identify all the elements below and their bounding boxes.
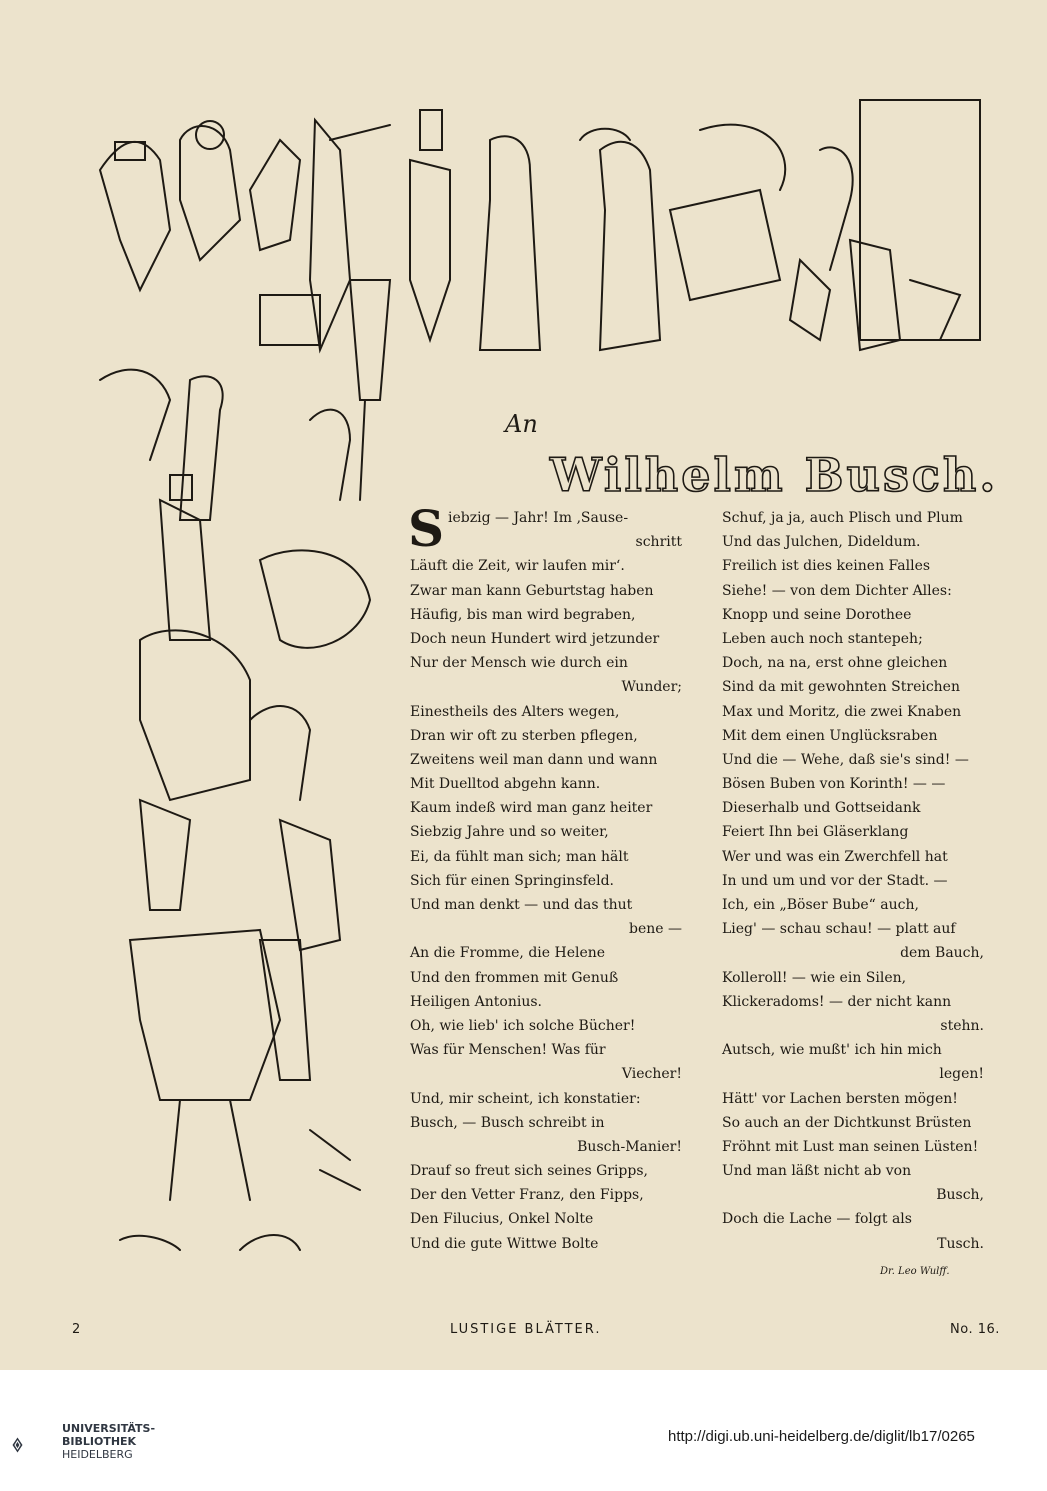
- poem-line: Und man denkt — und das thut: [410, 897, 633, 913]
- poem-line: Zweitens weil man dann und wann: [410, 751, 658, 768]
- poem-line: Knopp und seine Dorothee: [722, 606, 912, 623]
- poem-line: Dran wir oft zu sterben pflegen,: [410, 727, 638, 744]
- poem-line: Doch, na na, erst ohne gleichen: [722, 655, 948, 672]
- poem-line: Mit Duelltod abgehn kann.: [410, 776, 601, 793]
- poem-line: Und die gute Wittwe Bolte: [410, 1235, 599, 1252]
- poem-line: Bösen Buben von Korinth! — —: [722, 776, 946, 793]
- poem-line: Wunder;: [621, 679, 682, 696]
- poem-line: Viecher!: [621, 1066, 682, 1083]
- library-line-2: BIBLIOTHEK: [62, 1435, 137, 1448]
- source-url-link[interactable]: http://digi.ub.uni-heidelberg.de/diglit/lb17/0265: [668, 1428, 975, 1445]
- poem-line: Nur der Mensch wie durch ein: [410, 655, 628, 672]
- university-seal-icon: [10, 1415, 60, 1475]
- poem-line: Und den frommen mit Genuß: [410, 969, 619, 986]
- poem-line: Autsch, wie mußt' ich hin mich: [722, 1042, 942, 1059]
- poem-line: Der den Vetter Franz, den Fipps,: [410, 1187, 644, 1204]
- poem-line: iebzig — Jahr! Im ‚Sause-: [448, 510, 629, 526]
- poem-line: dem Bauch,: [900, 945, 984, 962]
- poem-line: Drauf so freut sich seines Gripps,: [410, 1163, 648, 1180]
- poem-line: legen!: [939, 1066, 984, 1083]
- poem-line: Dieserhalb und Gottseidank: [722, 800, 921, 817]
- poem-line: So auch an der Dichtkunst Brüsten: [722, 1114, 972, 1131]
- poem-line: An die Fromme, die Helene: [410, 945, 606, 962]
- poem-line: Und man läßt nicht ab von: [722, 1163, 912, 1180]
- poem-line: Max und Moritz, die zwei Knaben: [722, 703, 962, 720]
- poem-line: Und, mir scheint, ich konstatier:: [410, 1090, 641, 1107]
- poem-title: Wilhelm Busch.: [550, 448, 999, 502]
- library-line-1: UNIVERSITÄTS-: [62, 1422, 156, 1435]
- poem-line: stehn.: [940, 1017, 984, 1034]
- drop-cap: S: [408, 499, 445, 558]
- dedication-heading: An: [505, 410, 538, 438]
- poem-line: Leben auch noch stantepeh;: [722, 630, 923, 647]
- poem-line: Oh, wie lieb' ich solche Bücher!: [410, 1017, 636, 1034]
- poem-column-right: [722, 506, 990, 1256]
- poem-line: bene —: [629, 921, 682, 938]
- poem-line: Feiert Ihn bei Gläserklang: [722, 824, 909, 841]
- poem-line: Busch, — Busch schreibt in: [410, 1114, 605, 1131]
- poem-line: Ei, da fühlt man sich; man hält: [410, 848, 629, 865]
- poem-line: Kolleroll! — wie ein Silen,: [722, 969, 907, 986]
- poem-line: Und die — Wehe, daß sie's sind! —: [722, 751, 969, 768]
- poem-line: schritt: [635, 534, 682, 551]
- poem-line: Sich für einen Springinsfeld.: [410, 872, 614, 889]
- poem-line: In und um und vor der Stadt. —: [722, 872, 948, 889]
- poem-line: Fröhnt mit Lust man seinen Lüsten!: [722, 1138, 979, 1155]
- issue-number: No. 16.: [950, 1322, 1000, 1337]
- poem-line: Sind da mit gewohnten Streichen: [722, 679, 960, 696]
- poem-line: Siehe! — von dem Dichter Alles:: [722, 582, 952, 599]
- poem-line: Einestheils des Alters wegen,: [410, 703, 620, 720]
- poem-line: Busch,: [936, 1187, 984, 1204]
- poem-line: Zwar man kann Geburtstag haben: [410, 582, 654, 599]
- author-signature: Dr. Leo Wulff.: [880, 1266, 950, 1277]
- magazine-name: LUSTIGE BLÄTTER.: [450, 1322, 602, 1337]
- library-line-3: HEIDELBERG: [62, 1448, 133, 1461]
- poem-line: Lieg' — schau schau! — platt auf: [722, 921, 956, 938]
- poem-line: Ich, ein „Böser Bube“ auch,: [722, 897, 919, 913]
- poem-line: Läuft die Zeit, wir laufen mir‘.: [410, 558, 625, 575]
- poem-line: Busch-Manier!: [577, 1138, 682, 1155]
- poem-line: Schuf, ja ja, auch Plisch und Plum: [722, 510, 963, 526]
- poem-line: Tusch.: [937, 1235, 984, 1252]
- poem-line: Freilich ist dies keinen Falles: [722, 558, 931, 575]
- poem-line: Kaum indeß wird man ganz heiter: [410, 800, 653, 817]
- poem-line: Den Filucius, Onkel Nolte: [410, 1211, 594, 1228]
- poem-line: Und das Julchen, Dideldum.: [722, 534, 921, 551]
- poem-line: Doch neun Hundert wird jetzunder: [410, 630, 660, 647]
- poem-line: Siebzig Jahre und so weiter,: [410, 824, 609, 841]
- poem-line: Mit dem einen Unglücksraben: [722, 727, 938, 744]
- poem-line: Wer und was ein Zwerchfell hat: [722, 848, 948, 865]
- page-number: 2: [72, 1322, 83, 1337]
- poem-line: Hätt' vor Lachen bersten mögen!: [722, 1090, 958, 1107]
- poem-column-left: [408, 499, 688, 1256]
- poem-line: Doch die Lache — folgt als: [722, 1211, 912, 1228]
- library-name: [62, 1422, 155, 1461]
- poem-line: Klickeradoms! — der nicht kann: [722, 993, 952, 1010]
- poem-line: Heiligen Antonius.: [410, 993, 542, 1010]
- poem-line: Häufig, bis man wird begraben,: [410, 606, 636, 623]
- poem-line: Was für Menschen! Was für: [410, 1042, 606, 1059]
